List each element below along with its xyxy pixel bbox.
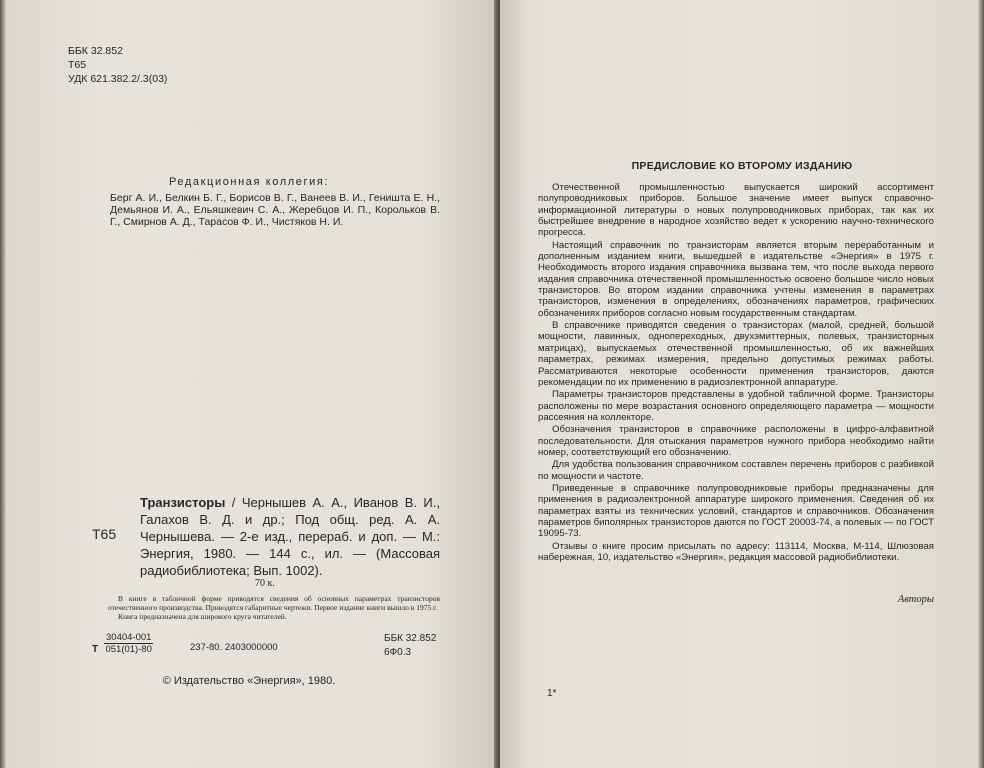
preface-paragraph: Параметры транзисторов представлены в удобной табличной форме. Транзисторы расположены по мере возрастания основного определяющего параметра — мощности рассеяния на коллекторе. <box>538 389 934 423</box>
catalog-book-title: Транзисторы <box>140 495 226 510</box>
preface-paragraph: Приведенные в справочнике полупроводниковые приборы предназначены для применения в радиоэлектронной аппаратуре широкого применения. Сведения об их параметрах взяты из технических условий, стандартов и справочников. Обозначения параметров биполярных транзисторов даются по ГОСТ 20003-74, а полевых — по ГОСТ 19095-73. <box>538 482 934 540</box>
publication-code-fraction <box>104 632 153 655</box>
preface-paragraph: Обозначения транзисторов в справочнике расположены в цифро-алфавитной последовательности. Для отыскания параметров нужного прибора необходимо найти номер, соответствующий его обозначению. <box>538 424 934 458</box>
bbk-subcode-bottom: 6Ф0.3 <box>384 647 412 658</box>
editorial-board-heading: Редакционная коллегия: <box>168 176 330 188</box>
classification-codes-bottom <box>384 632 436 660</box>
catalog-card-entry <box>140 494 440 579</box>
udk-code: УДК 621.382.2/.3(03) <box>68 73 168 85</box>
publication-code-letter: Т <box>92 644 99 655</box>
book-edge-right <box>978 0 984 768</box>
book-annotation <box>108 594 440 621</box>
preface-paragraph: В справочнике приводятся сведения о транзисторах (малой, средней, большой мощности, лавинных, однопереходных, двухэмиттерных, полевых, транзисторных матрицах), выпускаемых отечественной промышленностью, об их важнейших параметрах, режимах измерения, предельно допустимых режимах работы. Рассматриваются некоторые особенности применения транзисторов, даются рекомендации по их применению в радиоэлектронной аппаратуре. <box>538 320 934 388</box>
publication-code-rest: 237-80. 2403000000 <box>190 642 278 653</box>
annotation-text: В книге в табличной форме приводятся сведения об основных параметрах транзисторов отечественного производства. Приводятся габаритные чертежи. Первое издание книги вышло в 1975 г. <box>108 594 440 612</box>
annotation-audience: Книга предназначена для широкого круга читателей. <box>118 612 287 621</box>
code-numerator: 30404-001 <box>106 632 152 643</box>
preface-paragraph: Отечественной промышленностью выпускается широкий ассортимент полупроводниковых приборов. Большое значение имеет выпуск справочно-информационной литературы о новых полупроводниковых приборах, так как их быстрейшее внедрение в народное хозяйство ведет к ускорению научно-технического прогресса. <box>538 182 934 239</box>
bbk-code-bottom: ББК 32.852 <box>384 633 437 644</box>
preface-paragraph: Для удобства пользования справочником составлен перечень приборов с разбивкой по мощности и частоте. <box>538 459 934 482</box>
copyright-line: © Издательство «Энергия», 1980. <box>162 675 336 687</box>
code-denominator: 051(01)-80 <box>105 644 152 655</box>
right-page <box>500 0 984 768</box>
catalog-bibliographic-description: / Чернышев А. А., Иванов В. И., Галахов В. Д. и др.; Под общ. ред. А. А. Чернышева. — 2-е изд., перераб. и доп. — М.: Энергия, 1980. — 144 с., ил. — (Массовая радиобиблиотека; Вып. 1002). <box>140 495 440 578</box>
preface-signature: Авторы <box>897 594 934 605</box>
price: 70 к. <box>255 578 275 589</box>
preface-paragraph: Настоящий справочник по транзисторам является вторым переработанным и дополненным изданием книги, вышедшей в издательстве «Энергия» в 1975 г. Необходимость второго издания справочника вызвана тем, что после выхода первого издания справочника отечественной промышленностью освоено большое число новых транзисторов. Во втором издании справочника учтены изменения в параметрах транзисторов, изменения в определениях, обозначениях параметров, графических обозначениях приборов согласно новым государственным стандартам. <box>538 239 934 319</box>
editorial-board-names: Берг А. И., Белкин Б. Г., Борисов В. Г., Ванеев В. И., Геништа Е. Н., Демьянов И. А., Ельяшкевич С. А., Жеребцов И. П., Корольков В. Г., Смирнов А. Д., Тарасов Ф. И., Чистяков Н. И. <box>110 192 440 228</box>
book-edge-left <box>0 0 6 768</box>
bbk-code: ББК 32.852 <box>68 45 123 57</box>
preface-paragraph: Отзывы о книге просим присылать по адресу: 113114, Москва, М-114, Шлюзовая набережная, 10, издательство «Энергия», редакция массовой радиобиблиотеки. <box>538 540 934 563</box>
preface-body <box>538 182 934 564</box>
preface-title: ПРЕДИСЛОВИЕ КО ВТОРОМУ ИЗДАНИЮ <box>631 160 853 172</box>
classification-codes-top <box>68 44 167 86</box>
catalog-card-code: Т65 <box>92 526 117 542</box>
signature-mark: 1* <box>547 688 557 699</box>
author-mark: Т65 <box>68 59 87 71</box>
